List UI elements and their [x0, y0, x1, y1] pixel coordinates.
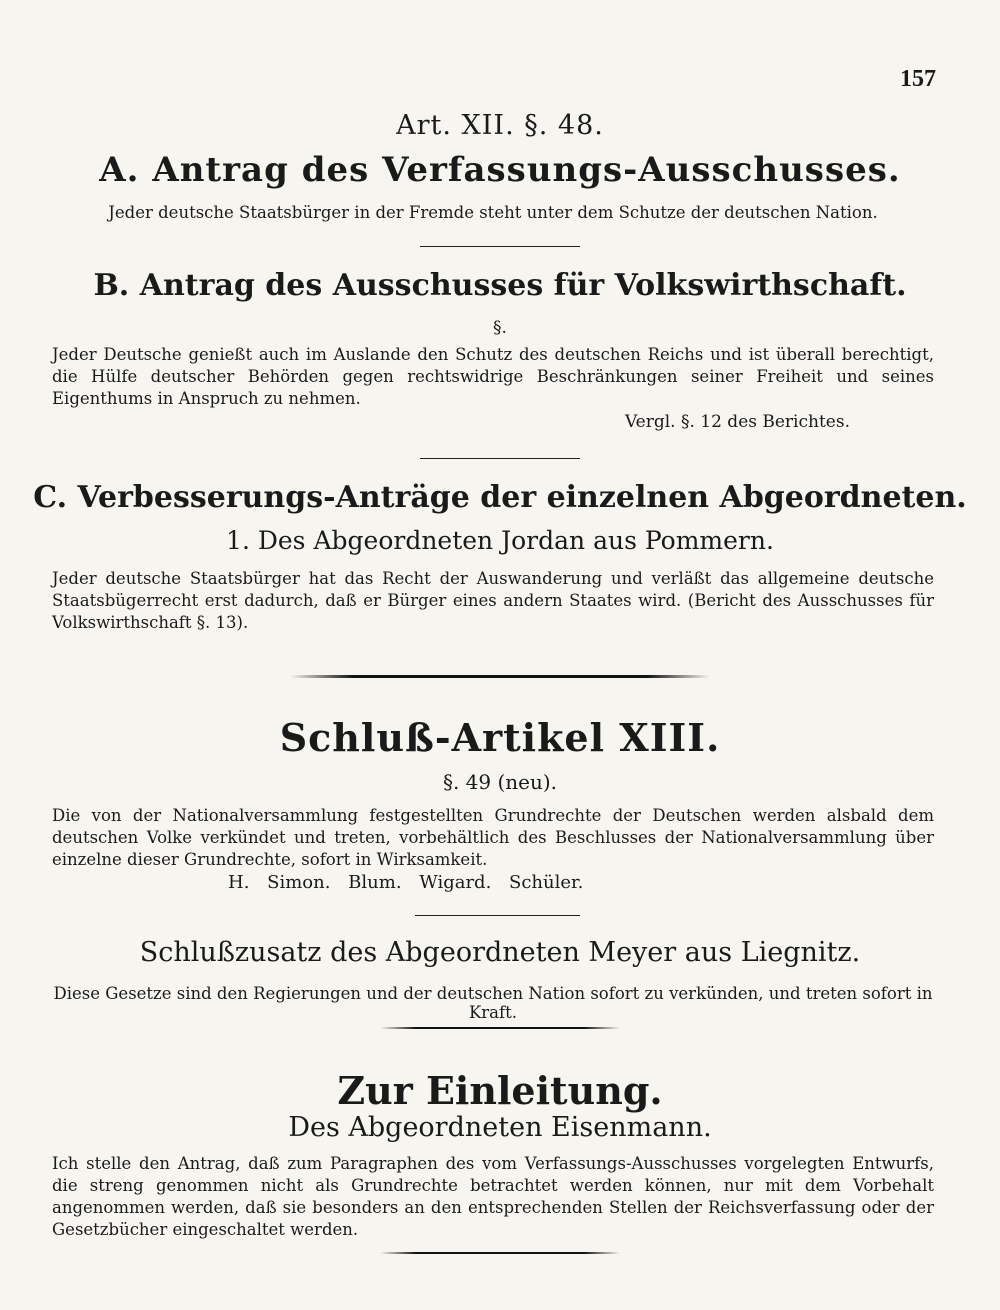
article-xiii-signers: H. Simon. Blum. Wigard. Schüler.: [228, 872, 584, 893]
section-c-text: Jeder deutsche Staatsbürger hat das Recht der Auswanderung und verläßt das allgemeine deutsche Staatsbügerrecht erst dadurch, daß er Bürger eines andern Staates wird. (Bericht des Ausschusses für Volkswirthschaft §. 13).: [52, 569, 934, 632]
meyer-heading: Schlußzusatz des Abgeordneten Meyer aus Liegnitz.: [139, 937, 861, 968]
divider-rule: [415, 915, 580, 916]
article-xiii-heading: Schluß-Artikel XIII.: [279, 715, 721, 760]
section-break-rule: [380, 1027, 620, 1029]
divider-rule: [420, 458, 580, 459]
article-header: Art. XII. §. 48.: [396, 110, 604, 141]
article-xiii-paragraph: §. 49 (neu).: [442, 770, 558, 794]
section-a-text: Jeder deutsche Staatsbürger in der Fremde steht unter dem Schutze der deutschen Nation.: [108, 203, 878, 222]
section-break-rule: [380, 1252, 620, 1254]
section-a-heading: A. Antrag des Verfassungs-Ausschusses.: [99, 150, 901, 190]
einleitung-heading: Zur Einleitung.: [337, 1068, 663, 1113]
section-break-rule: [290, 675, 710, 678]
meyer-text: Diese Gesetze sind den Regierungen und der deutschen Nation sofort zu verkünden, und treten sofort in Kraft.: [53, 984, 933, 1022]
section-b-paragraph-sign: §.: [493, 318, 507, 338]
section-c-subheading: 1. Des Abgeordneten Jordan aus Pommern.: [226, 526, 774, 555]
article-xiii-text: Die von der Nationalversammlung festgestellten Grundrechte der Deutschen werden alsbald dem deutschen Volke verkündet und treten, vorbehältlich des Beschlusses der Nationalversammlung über einzelne dieser Grundrechte, sofort in Wirksamkeit.: [52, 806, 934, 869]
einleitung-subheading: Des Abgeordneten Eisenmann.: [288, 1112, 712, 1143]
section-b-reference: Vergl. §. 12 des Berichtes.: [624, 412, 850, 432]
section-b-heading: B. Antrag des Ausschusses für Volkswirthschaft.: [93, 268, 907, 303]
divider-rule: [420, 246, 580, 247]
section-b-text: Jeder Deutsche genießt auch im Auslande den Schutz des deutschen Reichs und ist überall berechtigt, die Hülfe deutscher Behörden gegen rechtswidrige Beschränkungen seiner Freiheit und seines Eigenthums in Anspruch zu nehmen.: [52, 345, 934, 408]
section-c-heading: C. Verbesserungs-Anträge der einzelnen Abgeordneten.: [33, 480, 967, 515]
page-number: 157: [900, 66, 936, 92]
einleitung-text: Ich stelle den Antrag, daß zum Paragraphen des vom Verfassungs-Ausschusses vorgelegten Entwurfs, die streng genommen nicht als Grundrechte betrachtet werden können, nur mit dem Vorbehalt angenommen werden, daß sie besonders an den entsprechenden Stellen der Reichsverfassung oder der Gesetzbücher eingeschaltet werden.: [52, 1154, 934, 1239]
